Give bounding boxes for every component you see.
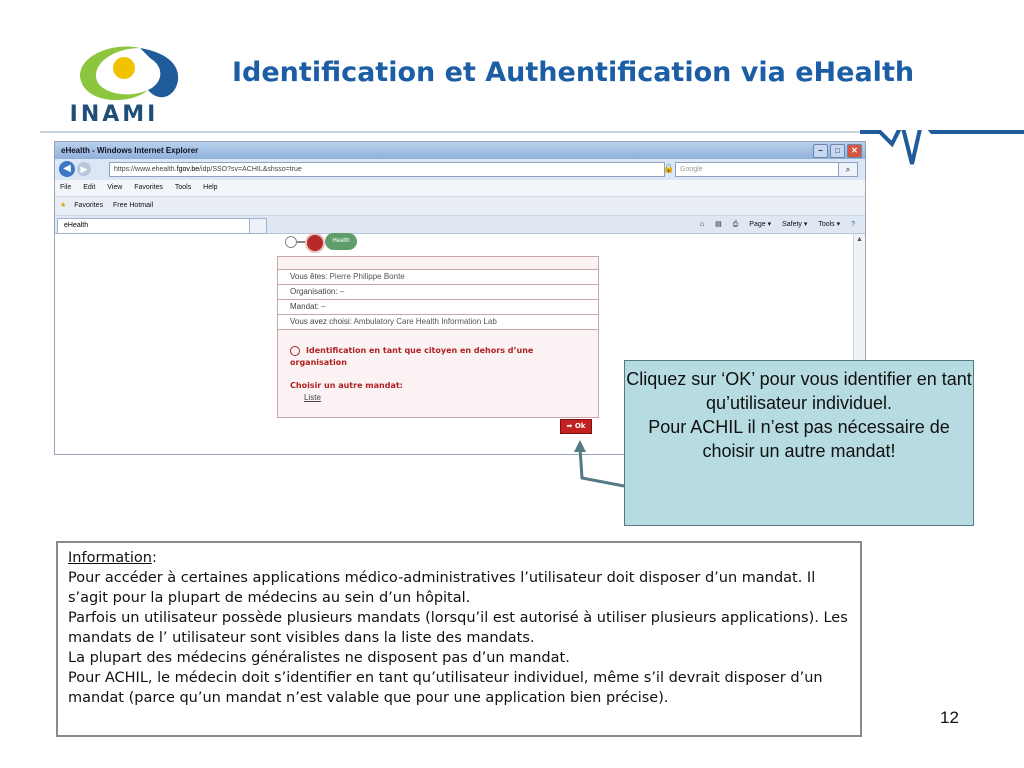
menu-file[interactable]: File — [60, 184, 72, 191]
command-bar — [691, 216, 855, 233]
scroll-up-icon[interactable]: ▲ — [856, 236, 863, 243]
feeds-icon[interactable]: ▤ — [715, 221, 722, 228]
menu-edit[interactable]: Edit — [83, 184, 96, 191]
login-panel — [277, 256, 599, 418]
menu-help[interactable]: Help — [203, 184, 218, 191]
star-icon[interactable]: ★ — [60, 202, 67, 209]
maximize-icon[interactable]: □ — [830, 144, 845, 158]
search-input[interactable]: Google — [675, 162, 839, 177]
identification-option[interactable]: Identification en tant que citoyen en dehors d’une organisation — [290, 346, 534, 367]
page-number: 12 — [940, 708, 959, 727]
address-input[interactable]: https://www.ehealth.fgov.be/idp/SSO?sv=ACHIL&shsso=true — [109, 162, 665, 177]
row-mandat: Mandat: – — [278, 300, 598, 315]
tab-ehealth[interactable]: eHealth — [57, 218, 255, 234]
logo-text: INAMI — [69, 102, 159, 127]
tab-bar — [55, 216, 865, 234]
back-icon[interactable]: ◀ — [59, 161, 75, 177]
info-heading: Information — [68, 550, 152, 566]
help-icon[interactable]: ? — [851, 221, 855, 228]
list-link[interactable]: Liste — [304, 393, 321, 402]
radio-icon[interactable] — [290, 346, 300, 356]
row-choice: Vous avez choisi: Ambulatory Care Health Information Lab — [278, 315, 598, 330]
address-bar-row — [55, 159, 865, 180]
browser-title: eHealth - Windows Internet Explorer — [61, 146, 199, 155]
hotmail-link[interactable]: Free Hotmail — [113, 202, 154, 209]
home-icon[interactable]: ⌂ — [699, 221, 705, 228]
page-menu[interactable]: Page ▾ — [749, 221, 772, 228]
info-paragraph-1: Pour accéder à certaines applications médico-administratives l’utilisateur doit disposer d’un mandat. Il s’agit pour la plupart de médecins au sein d’un hôpital. — [68, 570, 816, 606]
menu-view[interactable]: View — [107, 184, 123, 191]
menu-tools[interactable]: Tools — [174, 184, 192, 191]
close-icon[interactable]: ✕ — [847, 144, 862, 158]
step-health-badge: Health — [325, 233, 357, 250]
minimize-icon[interactable]: – — [813, 144, 828, 158]
forward-icon[interactable]: ▶ — [77, 162, 91, 176]
step-2-icon — [305, 233, 325, 253]
favorites-button[interactable]: Favorites — [74, 202, 104, 209]
info-paragraph-3: La plupart des médecins généralistes ne disposent pas d’un mandat. — [68, 650, 570, 666]
step-connector — [297, 241, 305, 243]
arrow-right-icon: ➡ — [566, 422, 575, 430]
tools-menu[interactable]: Tools ▾ — [818, 221, 841, 228]
safety-menu[interactable]: Safety ▾ — [782, 221, 808, 228]
step-1-icon — [285, 236, 297, 248]
callout-box — [624, 360, 974, 526]
lock-icon[interactable]: 🔒 — [663, 163, 675, 173]
new-tab-button[interactable] — [249, 218, 267, 234]
callout-line-2: Pour ACHIL il n’est pas nécessaire de choisir un autre mandat! — [648, 417, 950, 461]
information-box: Information: Pour accéder à certaines applications médico-administratives l’utilisateur doit disposer d’un mandat. Il s’agit pour la plupart de médecins au sein d’un hôpital. Parfois un utilisateur possède plusieurs mandats (lorsqu’il est autorisé à utiliser plusieurs applications). Les mandats de l’ utilisateur sont visibles dans la liste des mandats. La plupart des médecins généralistes ne disposent pas d’un mandat. Pour ACHIL, le médecin doit s’identifier en tant qu’utilisateur individuel, même s’il devrait disposer d’un mandat (parce qu’un mandat n’est valable que pour une application bien précise). — [56, 541, 862, 737]
row-vous-etes: Vous êtes: Pierre Philippe Bonte — [278, 270, 598, 285]
ok-button[interactable]: ➡ Ok — [560, 419, 592, 434]
search-icon[interactable]: ⌕ — [838, 162, 858, 177]
info-paragraph-2: Parfois un utilisateur possède plusieurs mandats (lorsqu’il est autorisé à utiliser plusieurs applications). Les mandats de l’ utilisateur sont visibles dans la liste des mandats. — [68, 610, 848, 646]
info-paragraph-4: Pour ACHIL, le médecin doit s’identifier en tant qu’utilisateur individuel, même s’il devrait disposer d’un mandat (parce qu’un mandat n’est valable que pour une application bien précise). — [68, 670, 823, 706]
browser-title-bar — [55, 142, 865, 159]
menu-bar — [55, 180, 865, 197]
favorites-bar — [55, 197, 865, 216]
row-organisation: Organisation: – — [278, 285, 598, 300]
menu-favorites[interactable]: Favorites — [134, 184, 164, 191]
choose-mandate-label: Choisir un autre mandat: — [290, 381, 403, 390]
slide-title: Identification et Authentification via eHealth — [232, 57, 915, 88]
print-icon[interactable]: ⎙ — [732, 221, 739, 228]
callout-line-1: Cliquez sur ‘OK’ pour vous identifier en tant qu’utilisateur individuel. — [626, 369, 972, 413]
